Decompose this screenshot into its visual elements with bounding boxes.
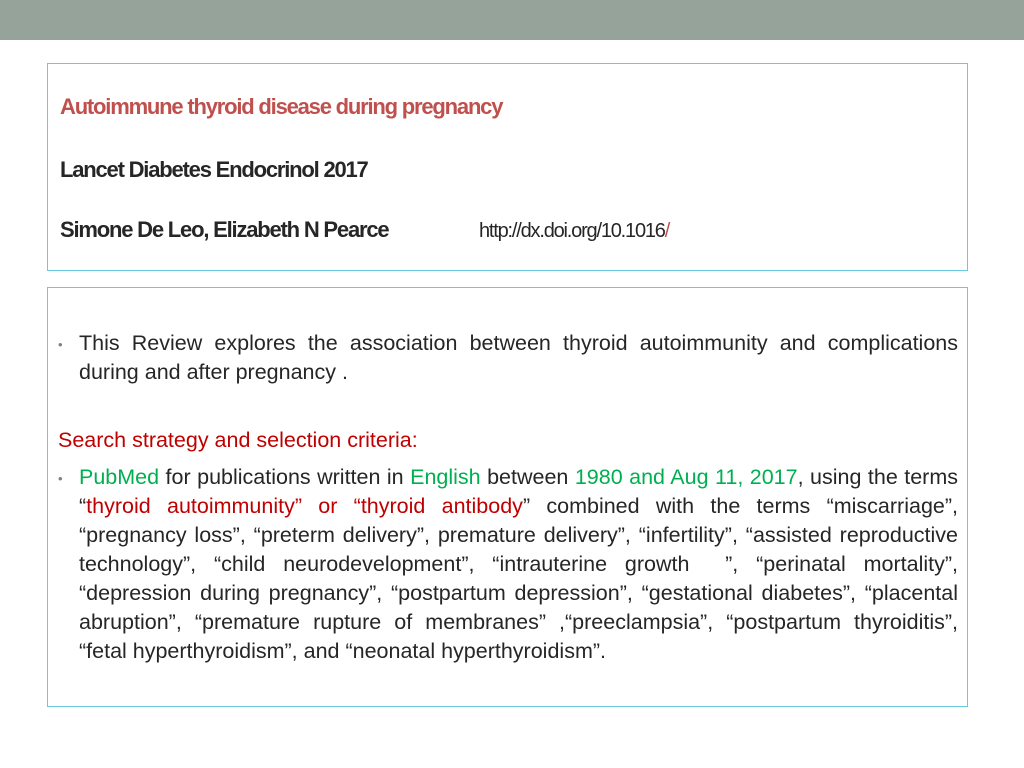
bullet-icon: • xyxy=(58,471,63,486)
language-term: English xyxy=(410,465,481,489)
criteria-text: ” combined with the terms “miscarriage”, “pregnancy loss”, “preterm delivery”, premature delivery”, “infertility”, “assisted reproductive technology”, “child neurodevelopment”, “intrauterine growth ”, “perinatal mortality”, “depression during pregnancy”, “postpartum depression”, “gestational diabetes”, “placental abruption”, “premature rupture of membranes” ,“preeclampsia”, “postpartum thyroiditis”, “fetal hyperthyroidism”, and “neonatal hyperthyroidism”. xyxy=(79,494,958,663)
criteria-text: , using the terms “ xyxy=(79,465,958,518)
search-terms: thyroid autoimmunity” or “thyroid antibody xyxy=(86,494,523,518)
article-title: Autoimmune thyroid disease during pregnancy xyxy=(60,94,503,119)
pubmed-term: PubMed xyxy=(79,465,160,489)
doi-text: http://dx.doi.org/10.1016 xyxy=(479,220,665,242)
citation-box xyxy=(47,63,968,271)
criteria-paragraph xyxy=(79,463,958,666)
date-range: 1980 and Aug 11, 2017 xyxy=(574,465,798,489)
doi-link[interactable] xyxy=(479,220,669,243)
search-strategy-heading: Search strategy and selection criteria: xyxy=(58,428,418,452)
summary-box xyxy=(47,287,968,707)
bullet-icon: • xyxy=(58,337,63,352)
intro-paragraph: This Review explores the association between thyroid autoimmunity and complications during and after pregnancy . xyxy=(79,331,958,384)
doi-slash: / xyxy=(664,220,670,242)
journal-citation: Lancet Diabetes Endocrinol 2017 xyxy=(60,157,368,182)
criteria-text: between xyxy=(480,465,575,489)
top-bar xyxy=(0,0,1024,40)
authors: Simone De Leo, Elizabeth N Pearce xyxy=(60,217,389,242)
criteria-text: for publications written in xyxy=(159,465,411,489)
